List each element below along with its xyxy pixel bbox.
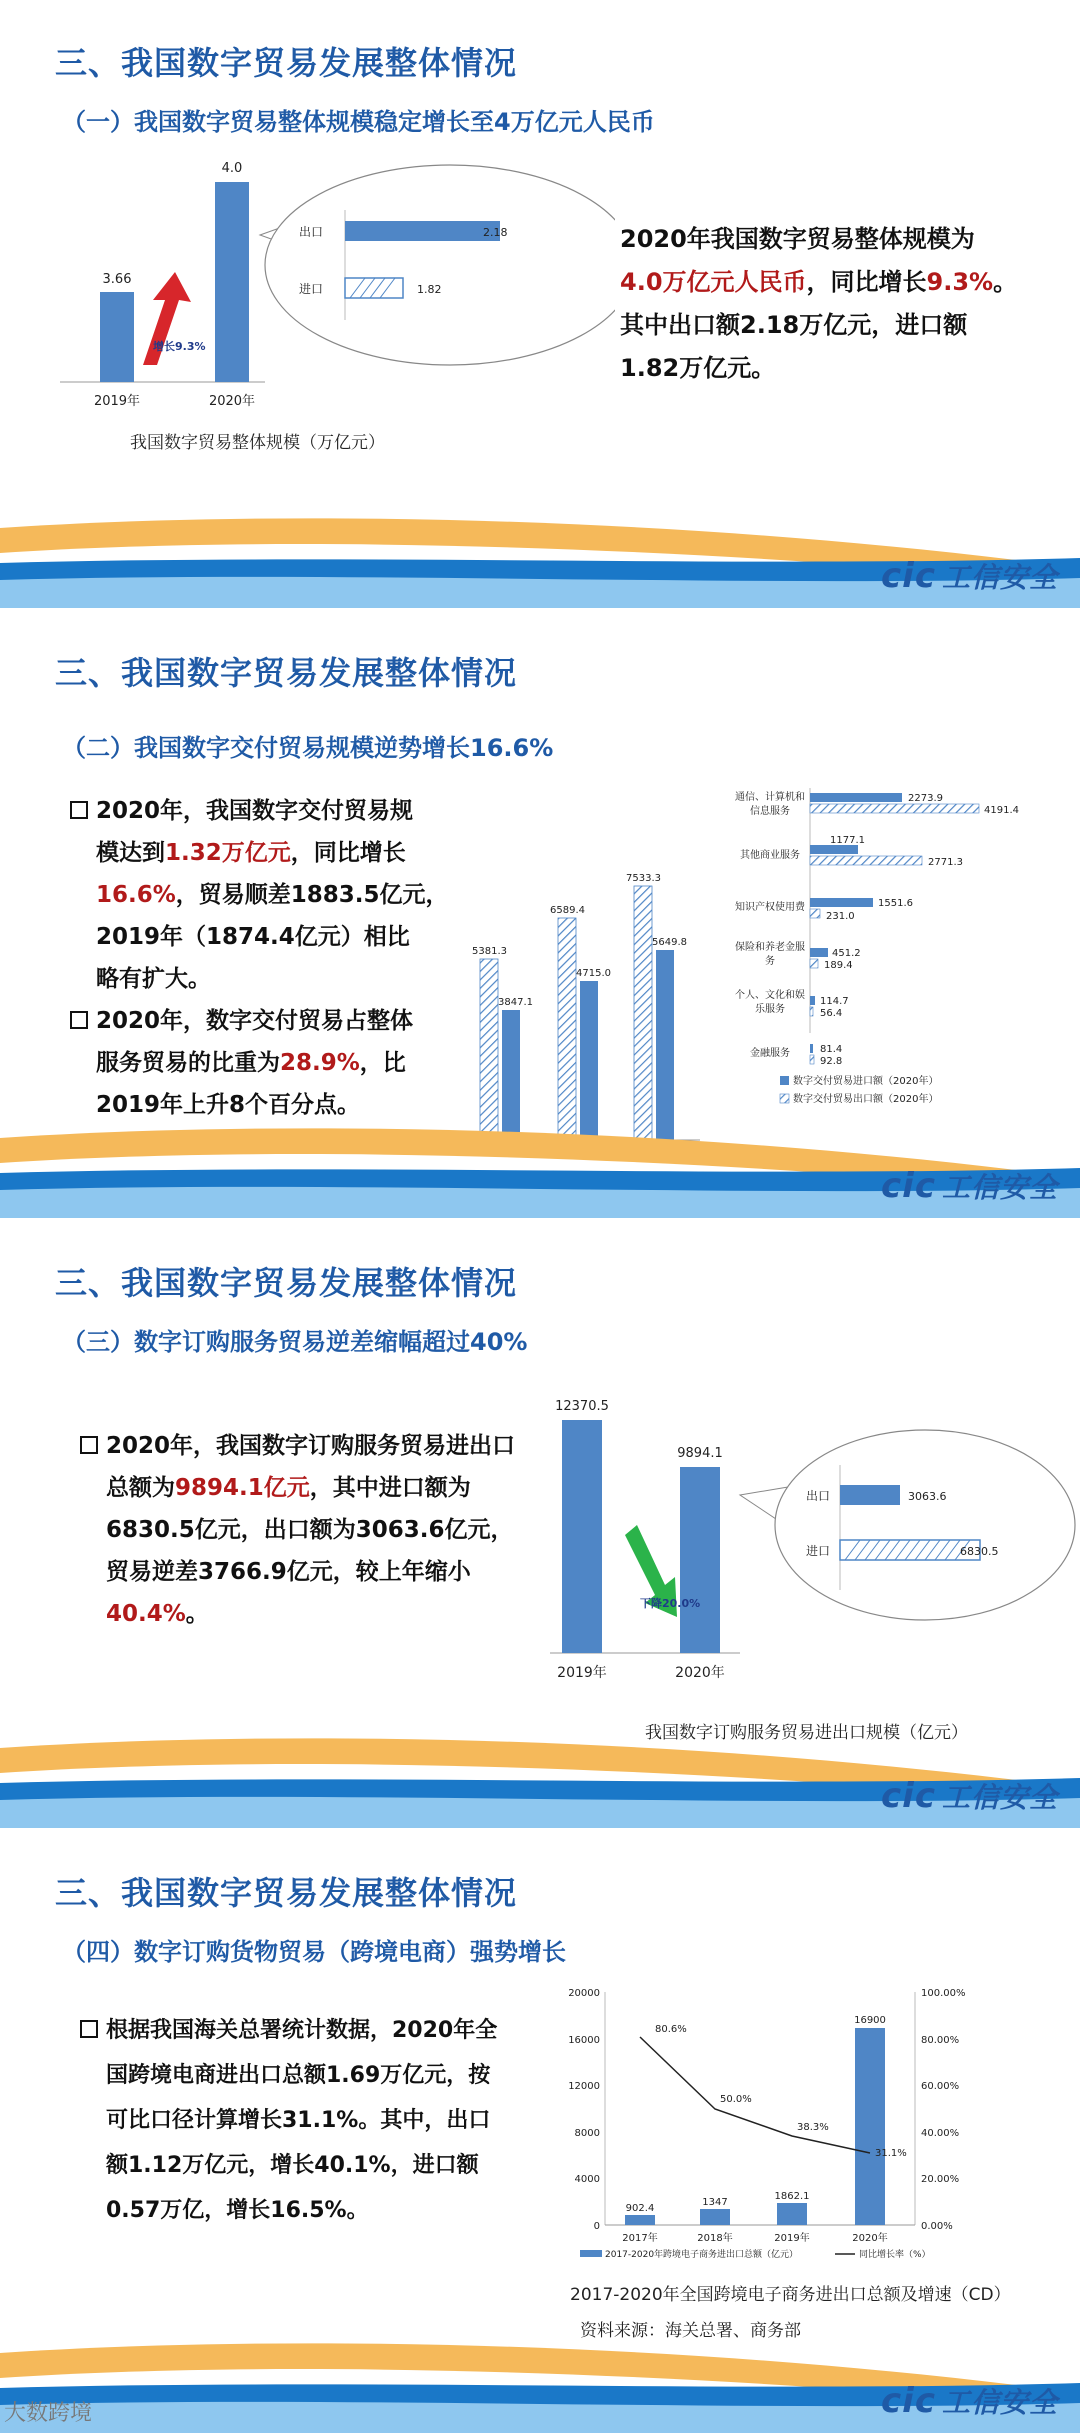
slide-2	[0, 610, 1080, 1218]
bar-2019	[100, 292, 134, 382]
label: 1177.1	[830, 835, 865, 846]
cic-logo: cic 工信安全	[881, 556, 1058, 596]
decline-label: 下降20.0%	[640, 1597, 701, 1610]
category: 2018年	[697, 2233, 733, 2244]
label: 114.7	[820, 996, 849, 1007]
inset-callout	[265, 165, 615, 365]
category-2019: 2019年	[93, 394, 141, 409]
bar-import	[810, 898, 873, 907]
label: 4715.0	[576, 968, 611, 979]
bar-export	[810, 909, 820, 918]
label: 4191.4	[984, 805, 1019, 816]
slide-title: 三、我国数字贸易发展整体情况	[55, 44, 518, 82]
bar-export	[810, 804, 979, 813]
y2-tick: 60.00%	[921, 2081, 960, 2092]
bar-export	[810, 959, 818, 968]
inset-val-import: 1.82	[417, 283, 442, 296]
cic-logo: cic 工信安全	[881, 1166, 1058, 1206]
bar-label-2020: 4.0	[221, 161, 243, 176]
label: 189.4	[824, 960, 853, 971]
growth-label: 增长9.3%	[153, 340, 206, 353]
label: 56.4	[820, 1008, 843, 1019]
category-label: 知识产权使用费	[735, 902, 805, 913]
bar-label-2020: 9894.1	[677, 1446, 723, 1461]
y-tick: 20000	[568, 1988, 600, 1999]
inset-val-export: 3063.6	[908, 1490, 947, 1503]
inset-bar-import	[345, 278, 403, 298]
y2-tick: 40.00%	[921, 2128, 960, 2139]
chart-source: 资料来源：海关总署、商务部	[580, 2321, 801, 2341]
label: 5649.8	[652, 937, 687, 948]
category-label: 保险和养老金服	[735, 942, 805, 953]
slide-title: 三、我国数字贸易发展整体情况	[55, 1874, 518, 1912]
label: 5381.3	[472, 946, 507, 957]
category-label: 务	[765, 956, 775, 967]
slide-subtitle: （四）数字订购货物贸易（跨境电商）强势增长	[62, 1938, 566, 1966]
category-2019: 2019年	[557, 1665, 607, 1681]
y-tick: 0	[593, 2221, 600, 2232]
bar-2020-export	[634, 886, 652, 1140]
slide-4	[0, 1830, 1080, 2433]
inset-val-import: 6830.5	[960, 1545, 999, 1558]
inset-bar-export	[345, 221, 500, 241]
bar-label: 902.4	[625, 2203, 655, 2214]
bullet-icon	[80, 2020, 98, 2038]
slide-1	[0, 0, 1080, 608]
inset-cat-export: 出口	[805, 1489, 830, 1503]
chart-caption: 我国数字订购服务贸易进出口规模（亿元）	[645, 1723, 968, 1743]
rate-label: 38.3%	[797, 2122, 829, 2133]
inset-bar-import	[840, 1540, 980, 1560]
y-tick: 8000	[574, 2128, 600, 2139]
bar-import	[810, 948, 828, 957]
rate-label: 31.1%	[875, 2148, 907, 2159]
y-tick: 16000	[568, 2035, 600, 2046]
legend-total: 2017-2020年跨境电子商务进出口总额（亿元）	[605, 2250, 799, 2260]
label: 81.4	[820, 1044, 843, 1055]
bar-import	[810, 1044, 813, 1053]
bar-2019	[777, 2203, 807, 2225]
bar-2018	[700, 2209, 730, 2225]
category: 2019年	[774, 2233, 810, 2244]
category-label: 信息服务	[750, 806, 790, 817]
chart-caption: 我国数字贸易整体规模（万亿元）	[130, 433, 385, 453]
service-breakdown-chart	[700, 788, 1080, 1118]
legend-export: 数字交付贸易出口额（2020年）	[793, 1094, 939, 1105]
rate-label: 80.6%	[655, 2024, 687, 2035]
bar-2017	[625, 2215, 655, 2225]
y-tick: 4000	[574, 2174, 600, 2185]
slide-subtitle: （一）我国数字贸易整体规模稳定增长至4万亿元人民币	[62, 108, 655, 136]
legend-rate: 同比增长率（%）	[859, 2250, 931, 2260]
bullet-text: 2020年，我国数字交付贸易规 模达到1.32万亿元，同比增长 16.6%，贸易顺差1883.5亿元， 2019年（1874.4亿元）相比 略有扩大。 2020年，数字交付贸易占整体 服务贸易的比重为28.9%，比 2019年上升8个百分点。	[70, 790, 449, 1126]
bar-import	[810, 845, 858, 854]
bullet-icon	[80, 1436, 98, 1454]
bar-label: 16900	[854, 2015, 886, 2026]
category-label: 通信、计算机和	[735, 792, 805, 803]
bar-2019-export	[558, 918, 576, 1140]
bar-import	[810, 996, 815, 1005]
bar-export	[810, 1055, 814, 1064]
category-2020: 2020年	[208, 394, 256, 409]
bullet-icon	[70, 801, 88, 819]
category-label: 乐服务	[755, 1004, 785, 1015]
cross-border-ecommerce-chart	[545, 1980, 985, 2260]
bullet-icon	[70, 1011, 88, 1029]
bar-2019	[562, 1420, 602, 1653]
inset-cat-import: 进口	[298, 282, 323, 296]
label: 1551.6	[878, 898, 913, 909]
y2-tick: 100.00%	[921, 1988, 966, 1999]
total-trade-chart	[55, 150, 615, 450]
y-tick: 12000	[568, 2081, 600, 2092]
bar-export	[810, 856, 922, 865]
category-2020: 2020年	[675, 1665, 725, 1681]
digital-order-service-chart	[540, 1385, 1080, 1685]
category-label: 其他商业服务	[740, 850, 800, 861]
bar-import	[810, 793, 902, 802]
summary-text: 根据我国海关总署统计数据，2020年全 国跨境电商进出口总额1.69万亿元，按 可比口径计算增长31.1%。其中，出口 额1.12万亿元，增长40.1%，进口额 0.57万亿，增长16.5%。	[80, 2008, 497, 2233]
bar-label-2019: 12370.5	[555, 1399, 609, 1414]
bar-2020	[855, 2028, 885, 2225]
summary-text: 2020年，我国数字订购服务贸易进出口 总额为9894.1亿元，其中进口额为 6830.5亿元，出口额为3063.6亿元， 贸易逆差3766.9亿元，较上年缩小 40.4%。	[80, 1425, 515, 1635]
label: 231.0	[826, 911, 855, 922]
rate-label: 50.0%	[720, 2094, 752, 2105]
watermark: 大数跨境	[4, 2401, 93, 2426]
label: 7533.3	[626, 873, 661, 884]
bar-2020	[215, 182, 249, 382]
y2-tick: 80.00%	[921, 2035, 960, 2046]
slide-title: 三、我国数字贸易发展整体情况	[55, 1264, 518, 1302]
category: 2020年	[852, 2233, 888, 2244]
bar-label-2019: 3.66	[102, 272, 132, 287]
slide-subtitle: （三）数字订购服务贸易逆差缩幅超过40%	[62, 1328, 528, 1356]
bar-2020	[680, 1467, 720, 1653]
label: 2771.3	[928, 857, 963, 868]
label: 2273.9	[908, 793, 943, 804]
inset-bar-export	[840, 1485, 900, 1505]
bar-label: 1862.1	[774, 2191, 810, 2202]
label: 451.2	[832, 948, 861, 959]
inset-cat-export: 出口	[298, 225, 323, 239]
category-label: 个人、文化和娱	[735, 990, 805, 1001]
y2-tick: 0.00%	[921, 2221, 953, 2232]
category: 2017年	[622, 2233, 658, 2244]
bar-export	[810, 1007, 813, 1016]
chart-caption: 2017-2020年全国跨境电子商务进出口总额及增速（CD）	[570, 2285, 1011, 2305]
slide-subtitle: （二）我国数字交付贸易规模逆势增长16.6%	[62, 734, 554, 762]
cic-logo: cic 工信安全	[881, 2381, 1058, 2421]
label: 6589.4	[550, 905, 585, 916]
y2-tick: 20.00%	[921, 2174, 960, 2185]
bar-label: 1347	[702, 2197, 728, 2208]
category-label: 金融服务	[750, 1048, 790, 1059]
label: 92.8	[820, 1056, 843, 1067]
growth-rate-line	[640, 2037, 870, 2153]
summary-text: 2020年我国数字贸易整体规模为 4.0万亿元人民币，同比增长9.3%。 其中出口额2.18万亿元，进口额 1.82万亿元。	[620, 225, 1018, 382]
inset-cat-import: 进口	[805, 1544, 830, 1558]
slide-title: 三、我国数字贸易发展整体情况	[55, 654, 518, 692]
label: 3847.1	[498, 997, 533, 1008]
inset-val-export: 2.18	[483, 226, 508, 239]
cic-logo: cic 工信安全	[881, 1776, 1058, 1816]
slide-3	[0, 1220, 1080, 1828]
inset-callout	[775, 1430, 1075, 1620]
legend-import: 数字交付贸易进口额（2020年）	[793, 1076, 939, 1087]
